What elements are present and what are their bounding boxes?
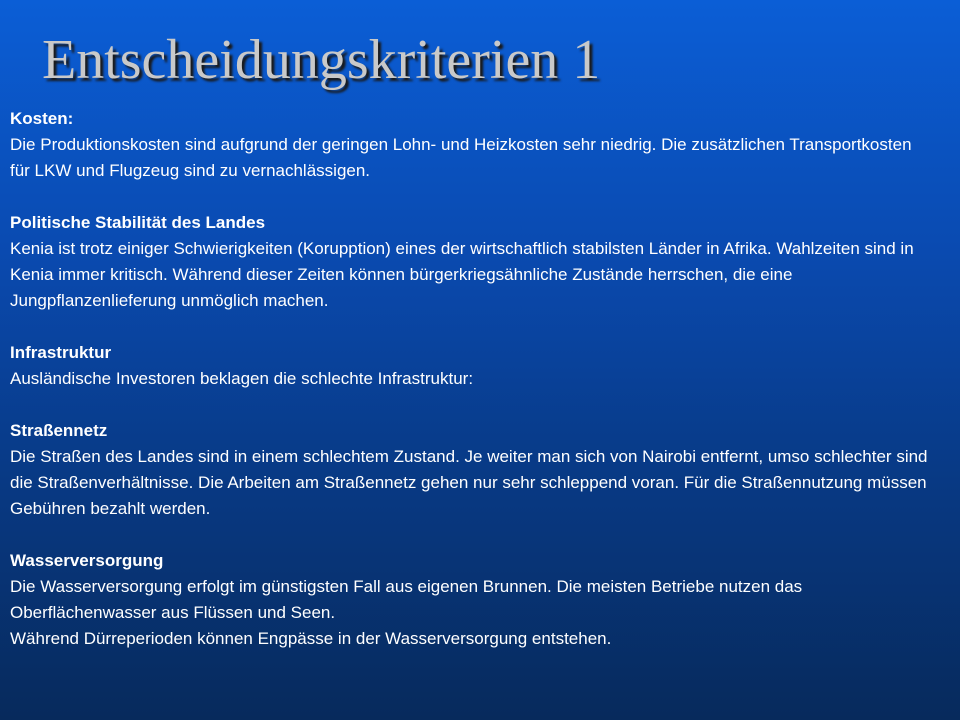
section-text: Kenia ist trotz einiger Schwierigkeiten (Korupption) eines der wirtschaftlich stabilsten Länder in Afrika. Wahlzeiten sind in Kenia immer kritisch. Während dieser Zeiten können bürgerkriegsähnliche Zustände herrschen, die eine Jungpflanzenlieferung unmöglich machen. bbox=[10, 239, 914, 310]
section-politische-stabilitaet bbox=[10, 210, 930, 314]
section-wasserversorgung bbox=[10, 548, 930, 652]
section-heading: Straßennetz bbox=[10, 421, 108, 440]
slide-content bbox=[10, 106, 930, 678]
section-kosten bbox=[10, 106, 930, 184]
section-heading: Kosten: bbox=[10, 109, 74, 128]
section-infrastruktur bbox=[10, 340, 930, 392]
section-text: Die Straßen des Landes sind in einem schlechtem Zustand. Je weiter man sich von Nairobi entfernt, umso schlechter sind die Straßenverhältnisse. Die Arbeiten am Straßennetz gehen nur sehr schleppend voran. Für die Straßennutzung müssen Gebühren bezahlt werden. bbox=[10, 447, 928, 518]
section-heading: Infrastruktur bbox=[10, 343, 112, 362]
section-text: Ausländische Investoren beklagen die schlechte Infrastruktur: bbox=[10, 369, 474, 388]
section-text: Die Wasserversorgung erfolgt im günstigsten Fall aus eigenen Brunnen. Die meisten Betriebe nutzen das Oberflächenwasser aus Flüssen und Seen. bbox=[10, 577, 803, 622]
slide-title: Entscheidungskriterien 1 bbox=[42, 29, 601, 91]
section-heading: Politische Stabilität des Landes bbox=[10, 213, 266, 232]
section-strassennetz bbox=[10, 418, 930, 522]
section-text: Die Produktionskosten sind aufgrund der geringen Lohn- und Heizkosten sehr niedrig. Die zusätzlichen Transportkosten für LKW und Flugzeug sind zu vernachlässigen. bbox=[10, 135, 912, 180]
section-heading: Wasserversorgung bbox=[10, 551, 164, 570]
section-text: Während Dürreperioden können Engpässe in der Wasserversorgung entstehen. bbox=[10, 629, 612, 648]
